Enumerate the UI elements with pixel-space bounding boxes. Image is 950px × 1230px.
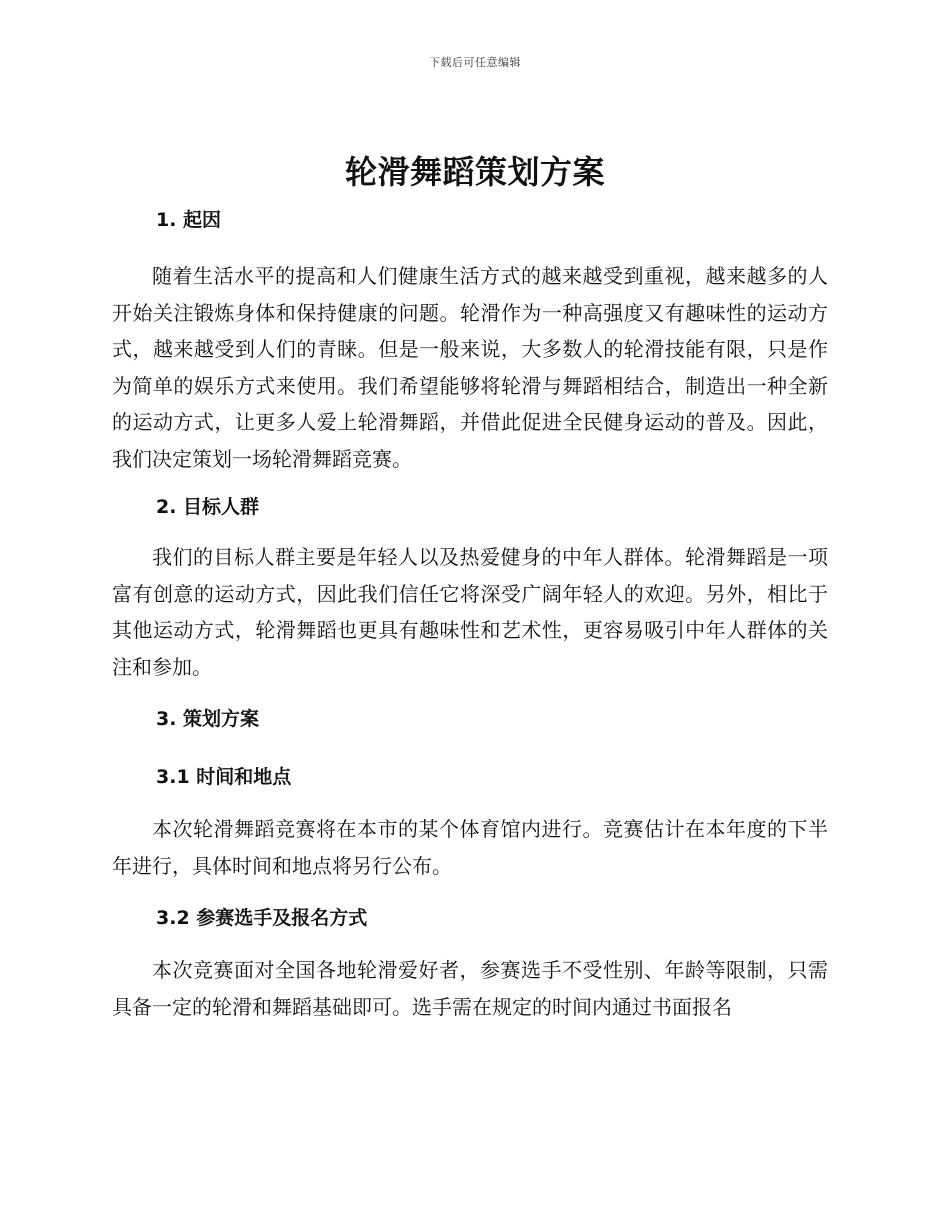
header-note: 下载后可任意编辑 (429, 56, 521, 69)
section-heading-plan: 3. 策划方案 (156, 708, 260, 730)
document-body (112, 202, 828, 1025)
section-paragraph-time-place: 本次轮滑舞蹈竞赛将在本市的某个体育馆内进行。竞赛估计在本年度的下半年进行，具体时间和地点将另行公布。 (112, 817, 828, 878)
document-title: 轮滑舞蹈策划方案 (344, 153, 605, 191)
section-heading-participants: 3.2 参赛选手及报名方式 (156, 907, 368, 929)
section-heading-target-audience: 2. 目标人群 (156, 496, 260, 518)
section-paragraph-participants: 本次竞赛面对全国各地轮滑爱好者，参赛选手不受性别、年龄等限制，只需具备一定的轮滑和舞蹈基础即可。选手需在规定的时间内通过书面报名 (112, 958, 828, 1019)
section-heading-reason: 1. 起因 (156, 209, 222, 231)
section-paragraph-target-audience: 我们的目标人群主要是年轻人以及热爱健身的中年人群体。轮滑舞蹈是一项富有创意的运动方式，因此我们信任它将深受广阔年轻人的欢迎。另外，相比于其他运动方式，轮滑舞蹈也更具有趣味性和艺术性，更容易吸引中年人群体的关注和参加。 (112, 545, 828, 679)
section-paragraph-reason: 随着生活水平的提高和人们健康生活方式的越来越受到重视，越来越多的人开始关注锻炼身体和保持健康的问题。轮滑作为一种高强度又有趣味性的运动方式，越来越受到人们的青睐。但是一般来说，大多数人的轮滑技能有限，只是作为简单的娱乐方式来使用。我们希望能够将轮滑与舞蹈相结合，制造出一种全新的运动方式，让更多人爱上轮滑舞蹈，并借此促进全民健身运动的普及。因此，我们决定策划一场轮滑舞蹈竞赛。 (112, 264, 828, 471)
section-heading-time-place: 3.1 时间和地点 (156, 766, 292, 788)
